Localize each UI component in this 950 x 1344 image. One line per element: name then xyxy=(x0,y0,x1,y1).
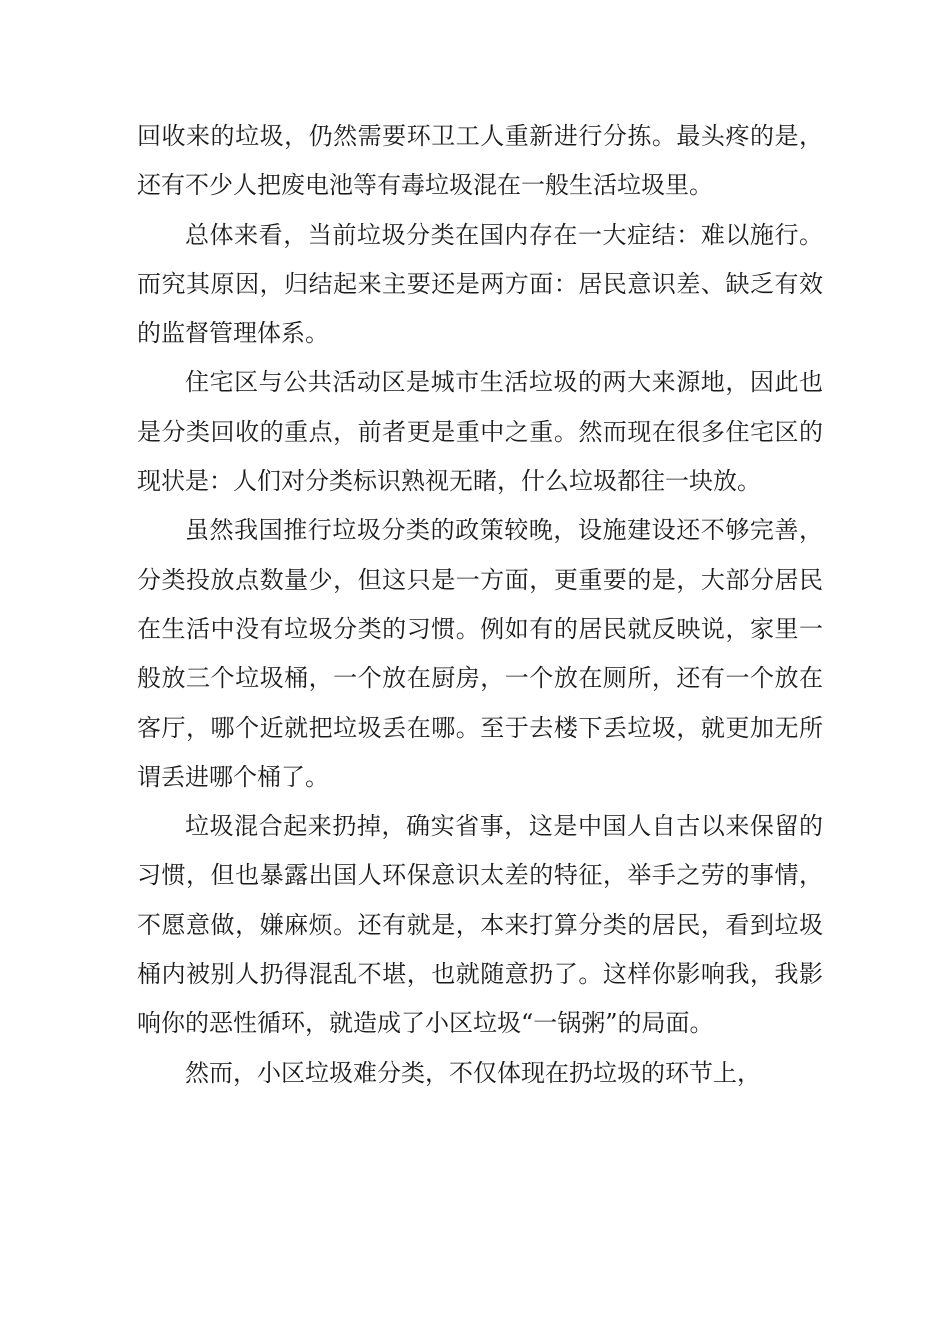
paragraph-residential-areas: 住宅区与公共活动区是城市生活垃圾的两大来源地，因此也是分类回收的重点，前者更是重中之重。然而现在很多住宅区的现状是：人们对分类标识熟视无睹，什么垃圾都往一块放。 xyxy=(137,368,823,496)
document-page xyxy=(137,112,823,1098)
paragraph-continuation: 回收来的垃圾，仍然需要环卫工人重新进行分拣。最头疼的是，还有不少人把废电池等有毒垃圾混在一般生活垃圾里。 xyxy=(137,122,823,200)
paragraph-however: 然而，小区垃圾难分类，不仅体现在扔垃圾的环节上， xyxy=(185,1058,761,1087)
paragraph-diagnosis: 总体来看，当前垃圾分类在国内存在一大症结：难以施行。而究其原因，归结起来主要还是两方面：居民意识差、缺乏有效的监督管理体系。 xyxy=(137,220,823,348)
paragraph-vicious-cycle: 垃圾混合起来扔掉，确实省事，这是中国人自古以来保留的习惯，但也暴露出国人环保意识太差的特征，举手之劳的事情，不愿意做，嫌麻烦。还有就是，本来打算分类的居民，看到垃圾桶内被别人扔得混乱不堪，也就随意扔了。这样你影响我，我影响你的恶性循环，就造成了小区垃圾“一锅粥”的局面。 xyxy=(137,812,823,1038)
paragraph-resident-habits: 虽然我国推行垃圾分类的政策较晚，设施建设还不够完善，分类投放点数量少，但这只是一方面，更重要的是，大部分居民在生活中没有垃圾分类的习惯。例如有的居民就反映说，家里一般放三个垃圾桶，一个放在厨房，一个放在厕所，还有一个放在客厅，哪个近就把垃圾丢在哪。至于去楼下丢垃圾，就更加无所谓丢进哪个桶了。 xyxy=(137,516,823,791)
